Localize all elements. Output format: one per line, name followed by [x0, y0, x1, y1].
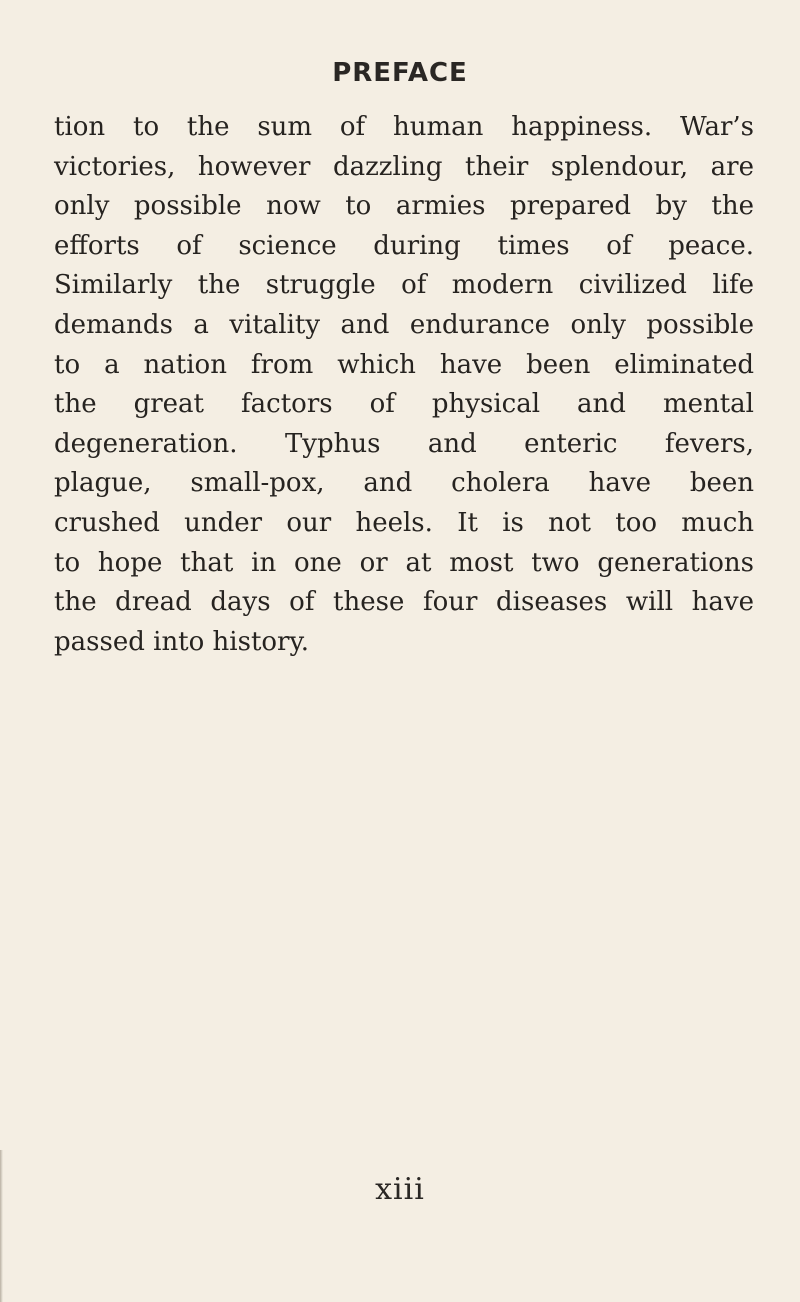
text-line: the great factors of physical and mental: [54, 389, 754, 420]
text-line: only possible now to armies prepared by the: [54, 191, 754, 222]
text-line: Similarly the struggle of modern civilized life: [54, 270, 754, 301]
text-line: the dread days of these four diseases will have: [54, 587, 754, 618]
page-edge-shadow: [0, 1150, 3, 1302]
text-line: to hope that in one or at most two generations: [54, 547, 754, 578]
text-line: plague, small-pox, and cholera have been: [54, 468, 754, 499]
text-line: passed into history.: [54, 626, 309, 657]
text-line: demands a vitality and endurance only possible: [54, 309, 754, 340]
text-line: efforts of science during times of peace.: [54, 230, 754, 261]
body-paragraph: [54, 108, 754, 662]
page-number: xiii: [375, 1172, 425, 1207]
text-line: tion to the sum of human happiness. War’s: [54, 112, 754, 142]
text-line: victories, however dazzling their splendour, are: [54, 151, 754, 182]
text-line: to a nation from which have been eliminated: [54, 349, 754, 380]
running-head: PREFACE: [332, 58, 468, 88]
text-line: degeneration. Typhus and enteric fevers,: [54, 428, 754, 459]
text-line: crushed under our heels. It is not too much: [54, 507, 754, 538]
